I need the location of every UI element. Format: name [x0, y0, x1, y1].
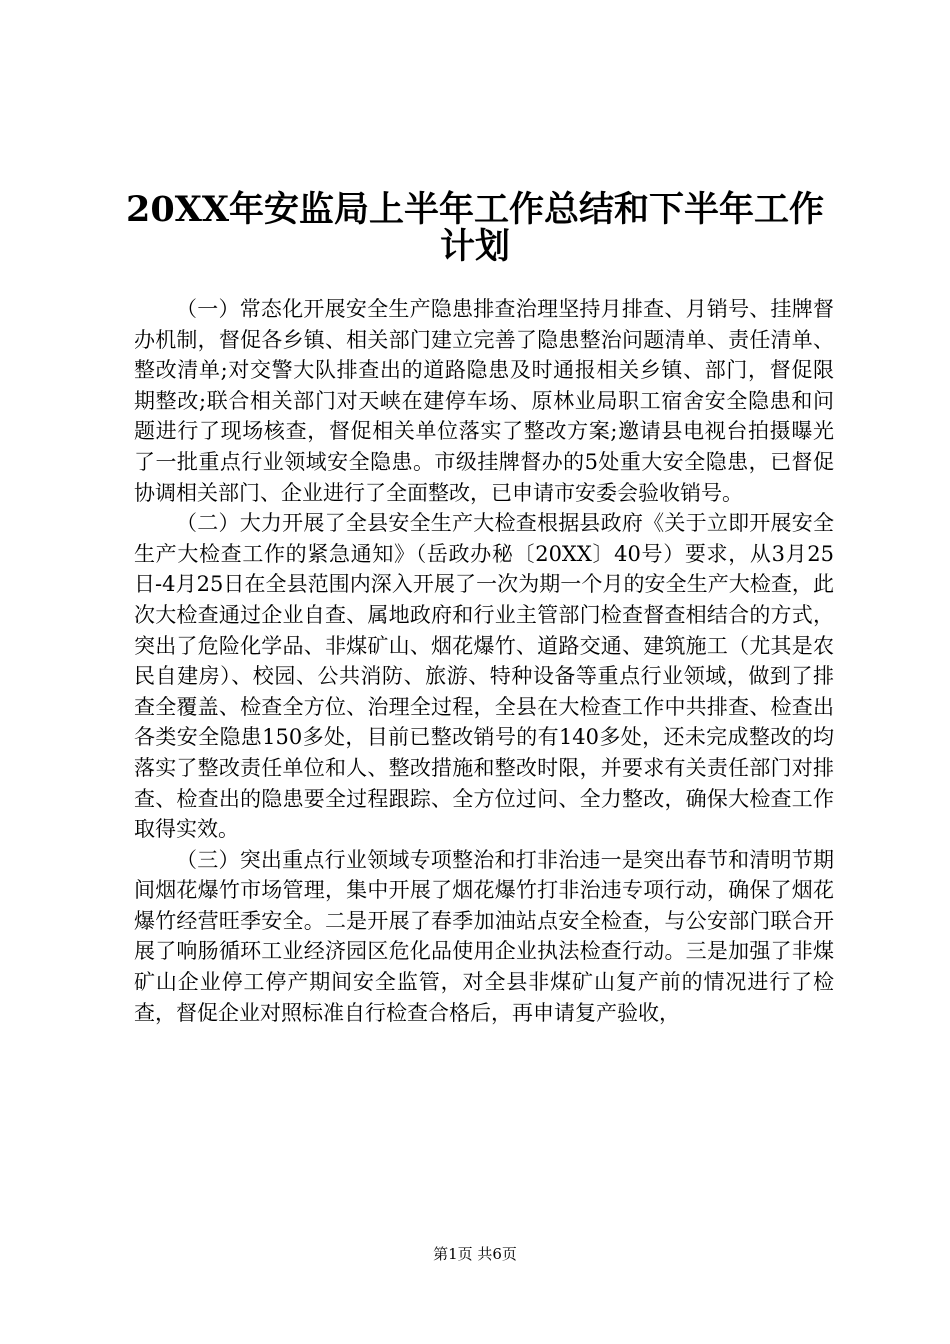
document-body	[134, 294, 834, 1028]
document-title-line-1: 20XX年安监局上半年工作总结和下半年工作	[125, 189, 825, 230]
paragraph-3: （三）突出重点行业领域专项整治和打非治违一是突出春节和清明节期间烟花爆竹市场管理，集中开展了烟花爆竹打非治违专项行动，确保了烟花爆竹经营旺季安全。二是开展了春季加油站点安全检查，与公安部门联合开展了响肠循环工业经济园区危化品使用企业执法检查行动。三是加强了非煤矿山企业停工停产期间安全监管，对全县非煤矿山复产前的情况进行了检查，督促企业对照标准自行检查合格后，再申请复产验收，	[134, 847, 834, 1025]
document-title-line-2: 计划	[439, 226, 510, 267]
paragraph-2: （二）大力开展了全县安全生产大检查根据县政府《关于立即开展安全生产大检查工作的紧急通知》（岳政办秘〔20XX〕40号）要求，从3月25日-4月25日在全县范围内深入开展了一次为期一个月的安全生产大检查，此次大检查通过企业自查、属地政府和行业主管部门检查督查相结合的方式，突出了危险化学品、非煤矿山、烟花爆竹、道路交通、建筑施工（尤其是农民自建房）、校园、公共消防、旅游、特种设备等重点行业领域，做到了排查全覆盖、检查全方位、治理全过程，全县在大检查工作中共排查、检查出各类安全隐患150多处，目前已整改销号的有140多处，还未完成整改的均落实了整改责任单位和人、整改措施和整改时限，并要求有关责任部门对排查、检查出的隐患要全过程跟踪、全方位过问、全力整改，确保大检查工作取得实效。	[134, 511, 834, 842]
page-footer: 第1页 共6页	[433, 1245, 517, 1263]
paragraph-1: （一）常态化开展安全生产隐患排查治理坚持月排查、月销号、挂牌督办机制，督促各乡镇、相关部门建立完善了隐患整治问题清单、责任清单、整改清单;对交警大队排查出的道路隐患及时通报相关乡镇、部门，督促限期整改;联合相关部门对天峡在建停车场、原林业局职工宿舍安全隐患和问题进行了现场核查，督促相关单位落实了整改方案;邀请县电视台拍摄曝光了一批重点行业领域安全隐患。市级挂牌督办的5处重大安全隐患，已督促协调相关部门、企业进行了全面整改，已申请市安委会验收销号。	[134, 297, 834, 505]
